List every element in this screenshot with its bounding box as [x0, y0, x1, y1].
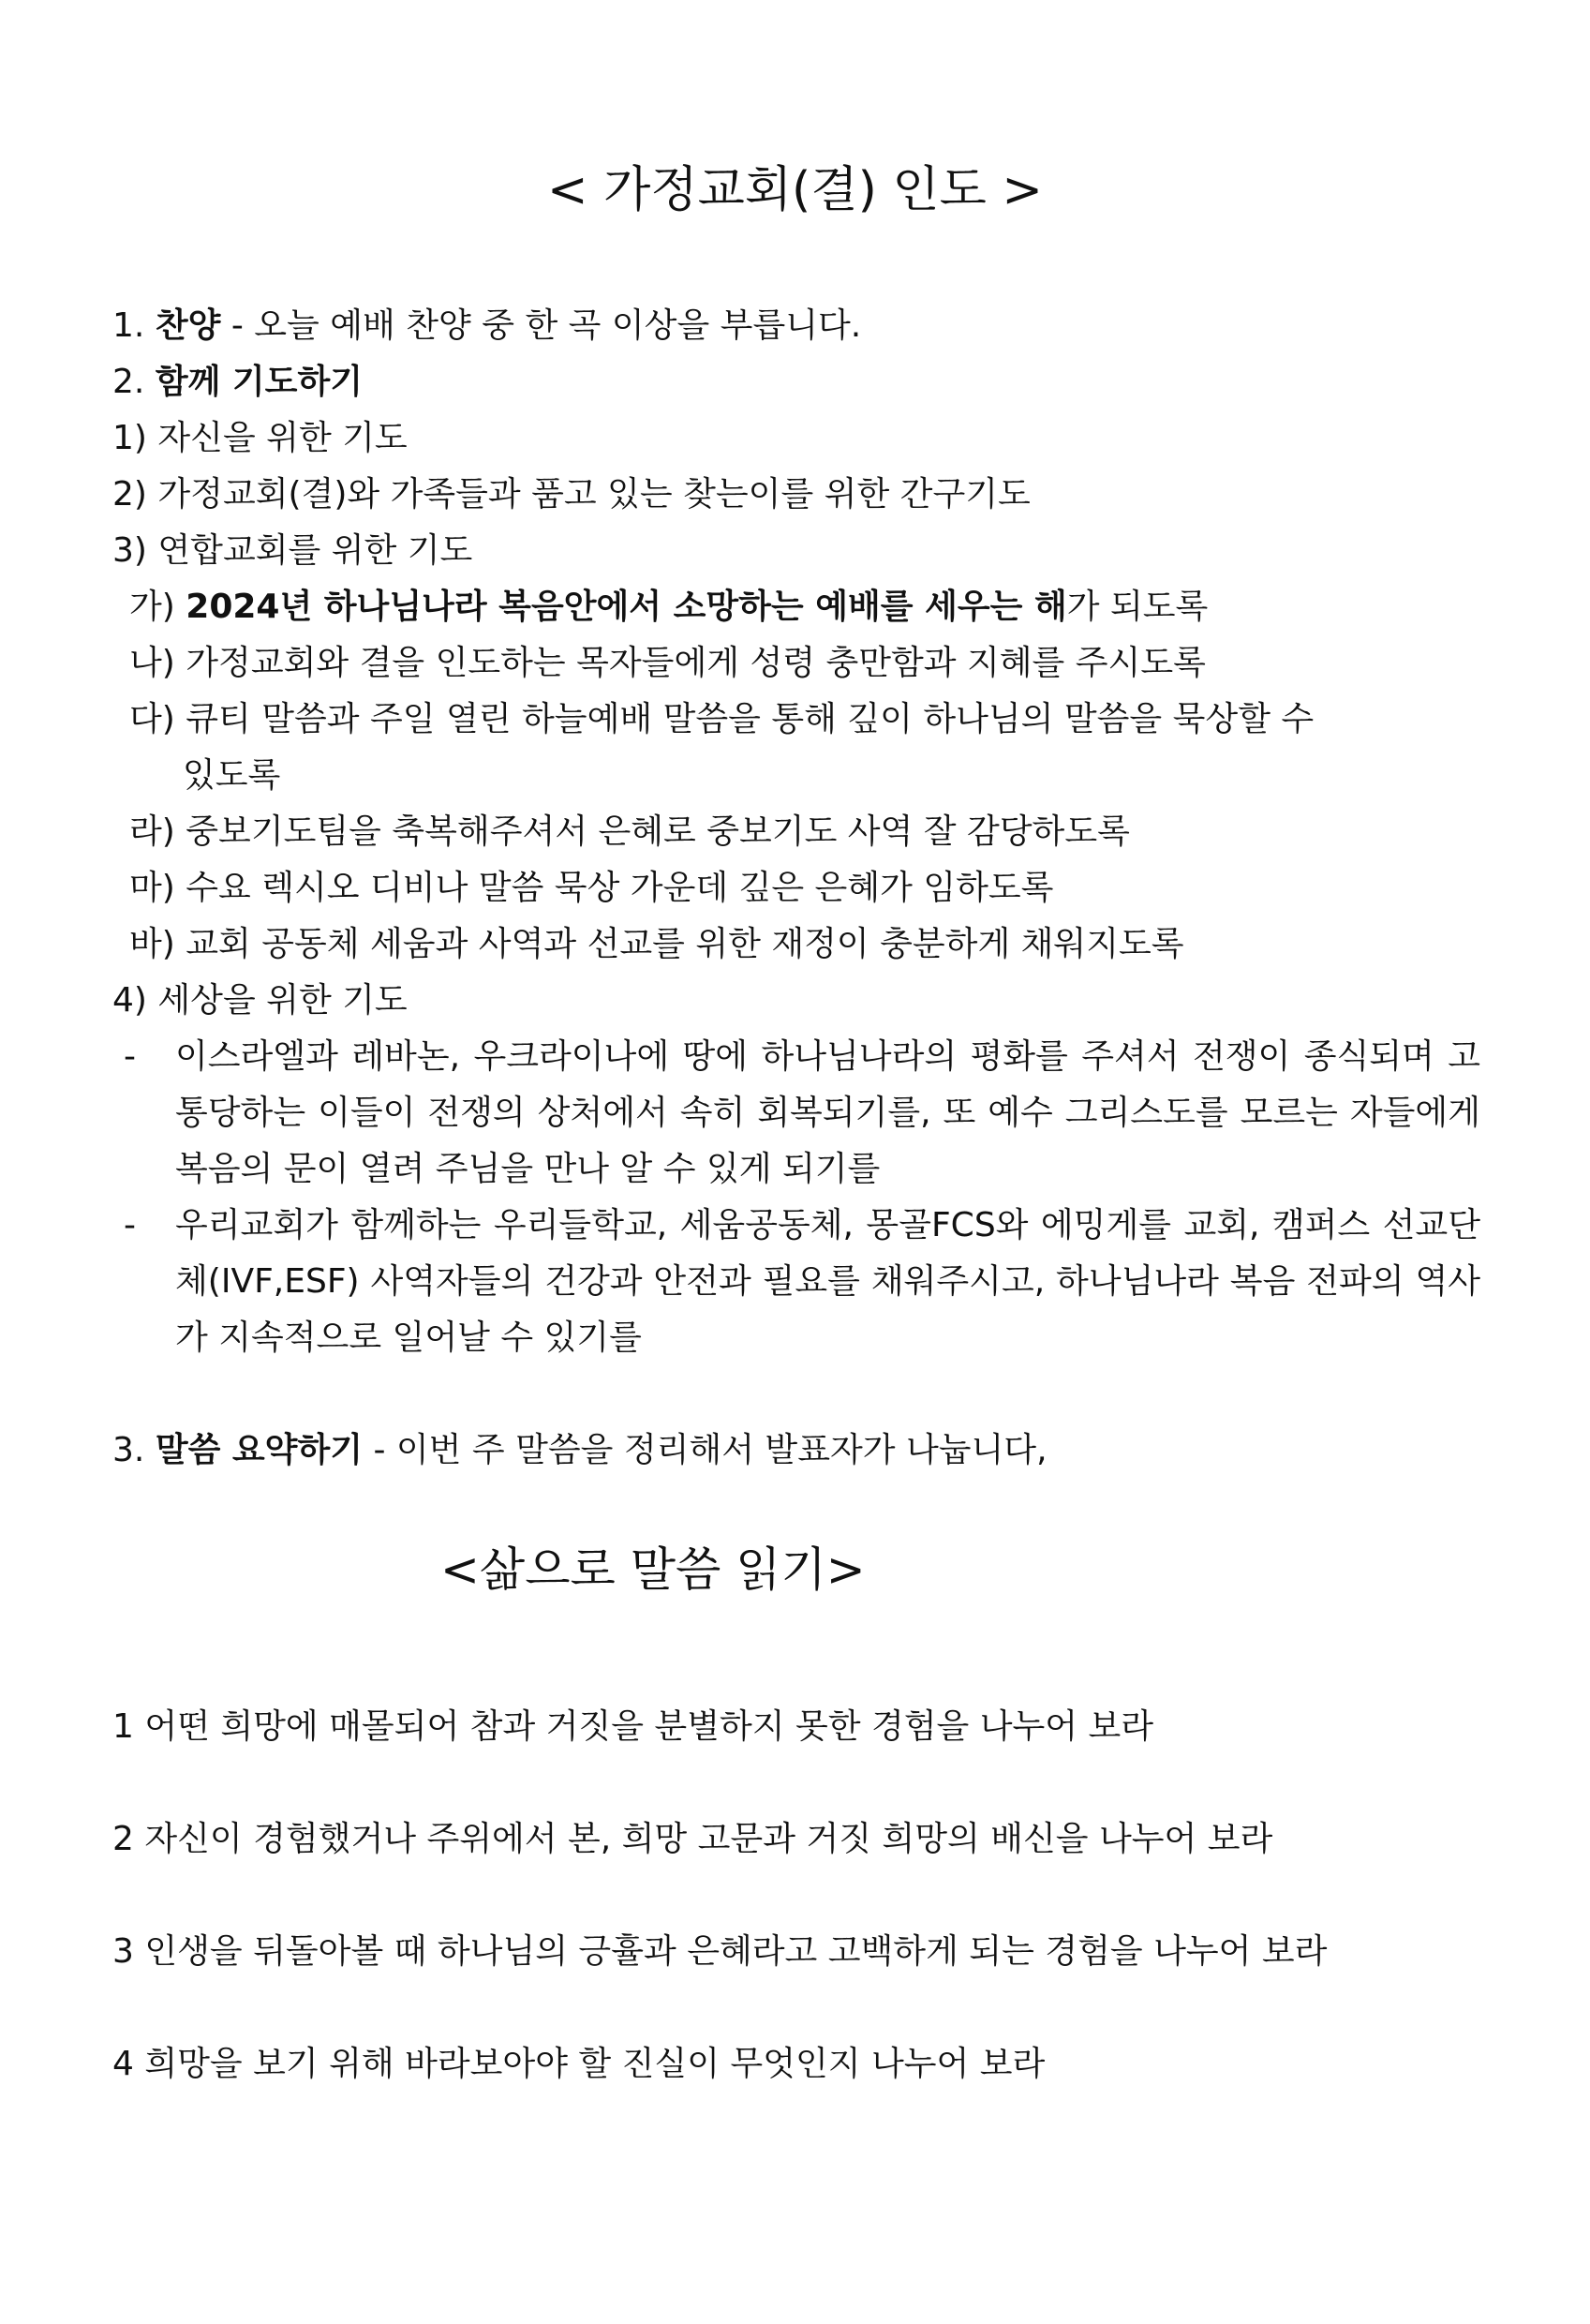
prayer-sub-b: 나) 가정교회와 결을 인도하는 목자들에게 성령 충만함과 지혜를 주시도록 [129, 644, 1206, 682]
prayer-sub-c-continued: 있도록 [183, 756, 281, 795]
prayer-sub-e: 마) 수요 렉시오 디비나 말씀 묵상 가운데 깊은 은혜가 임하도록 [129, 869, 1054, 907]
sub-bold-text: 2024년 하나님나라 복음안에서 소망하는 예배를 세우는 해 [186, 588, 1067, 626]
praise-item [112, 298, 1499, 354]
sub-prefix: 가) [129, 588, 186, 626]
world-prayer-1 [112, 1029, 1480, 1198]
prayer-sub-c: 다) 큐티 말씀과 주일 열린 하늘예배 말씀을 통해 깊이 하나님의 말씀을 묵상할 수 [129, 700, 1315, 738]
item-heading: 함께 기도하기 [155, 363, 364, 401]
prayer-sub-f: 바) 교회 공동체 세움과 사역과 선교를 위한 재정이 충분하게 채워지도록 [129, 925, 1184, 963]
guide-list [112, 298, 1499, 1479]
question-4: 4 희망을 보기 위해 바라보아야 할 진실이 무엇인지 나누어 보라 [112, 2045, 1046, 2083]
item-number: 1. [112, 306, 145, 345]
prayer-line-4: 4) 세상을 위한 기도 [112, 981, 408, 1020]
question-2: 2 자신이 경험했거나 주위에서 본, 희망 고문과 거짓 희망의 배신을 나누어 보라 [112, 1820, 1273, 1858]
dash-marker: - [124, 1206, 136, 1244]
item-text: - 오늘 예배 찬양 중 한 곡 이상을 부릅니다. [220, 306, 862, 345]
question-3: 3 인생을 뒤돌아볼 때 하나님의 긍휼과 은혜라고 고백하게 되는 경험을 나누어 보라 [112, 1932, 1328, 1971]
spacer [112, 1366, 1499, 1423]
summary-item [112, 1423, 1499, 1479]
prayer-line-2: 2) 가정교회(결)와 가족들과 품고 있는 찾는이를 위한 간구기도 [112, 475, 1031, 514]
world-prayer-text: 이스라엘과 레바논, 우크라이나에 땅에 하나님나라의 평화를 주셔서 전쟁이 종식되며 고통당하는 이들이 전쟁의 상처에서 속히 회복되기를, 또 예수 그리스도를 모르는 자들에게 복음의 문이 열려 주님을 만나 알 수 있게 되기를 [175, 1037, 1480, 1188]
page-title: < 가정교회(결) 인도 > [547, 162, 1043, 218]
prayer-line-1: 1) 자신을 위한 기도 [112, 419, 408, 457]
item-text: - 이번 주 말씀을 정리해서 발표자가 나눕니다, [363, 1431, 1048, 1469]
item-heading: 말씀 요약하기 [155, 1431, 364, 1469]
world-prayer-2 [112, 1198, 1480, 1366]
dash-marker: - [124, 1037, 136, 1076]
question-1: 1 어떤 희망에 매몰되어 참과 거짓을 분별하지 못한 경험을 나누어 보라 [112, 1707, 1154, 1746]
prayer-line-3: 3) 연합교회를 위한 기도 [112, 531, 473, 570]
item-number: 2. [112, 363, 145, 401]
prayer-sub-d: 라) 중보기도팀을 축복해주셔서 은혜로 중보기도 사역 잘 감당하도록 [129, 812, 1130, 851]
item-heading: 찬양 [155, 306, 221, 345]
world-prayer-text: 우리교회가 함께하는 우리들학교, 세움공동체, 몽골FCS와 에밍게를 교회, 캠퍼스 선교단체(IVF,ESF) 사역자들의 건강과 안전과 필요를 채워주시고, 하나님나라 복음 전파의 역사가 지속적으로 일어날 수 있기를 [175, 1206, 1480, 1357]
section-title: <삶으로 말씀 읽기> [440, 1542, 866, 1597]
prayer-sub-a [112, 579, 1499, 635]
item-number: 3. [112, 1431, 145, 1469]
prayer-item [112, 354, 1499, 410]
sub-rest-text: 가 되도록 [1066, 588, 1209, 626]
